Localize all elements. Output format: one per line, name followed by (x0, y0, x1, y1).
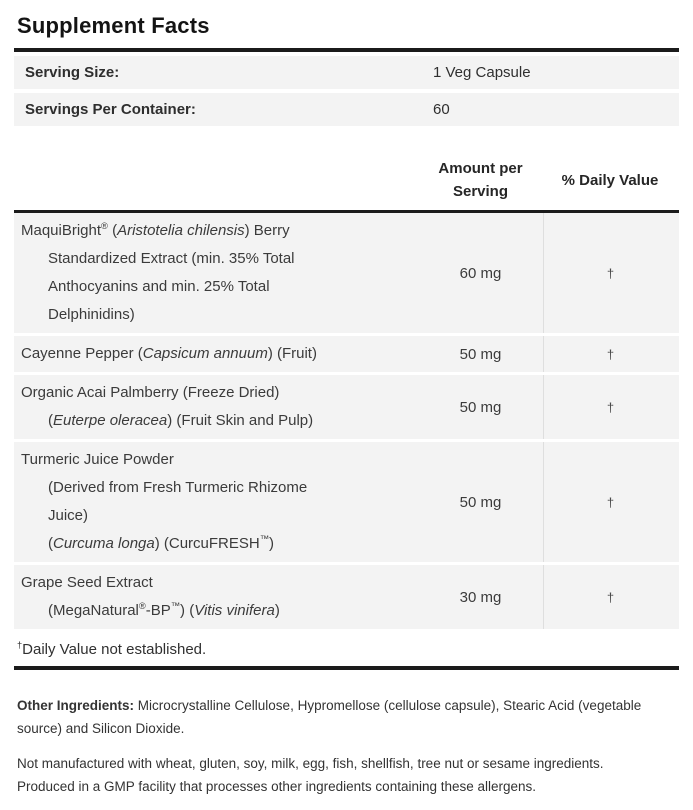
amount-per-serving-value: 50 mg (459, 398, 502, 416)
amount-per-serving-value: 50 mg (459, 493, 502, 511)
daily-value-cell: † (543, 565, 677, 629)
daily-value-cell: † (543, 375, 677, 439)
daily-value-cell: † (543, 442, 677, 562)
footnote: †Daily Value not established. (17, 640, 207, 658)
column-header-daily-value: % Daily Value (561, 171, 659, 189)
amount-per-serving-value: 50 mg (459, 345, 502, 363)
ingredient-name: Organic Acai Palmberry (Freeze Dried) (Euterpe oleracea) (Fruit Skin and Pulp) (21, 384, 314, 429)
serving-info-section (14, 56, 679, 126)
daily-value-cell: † (543, 213, 677, 333)
table-row (14, 336, 679, 372)
column-header-row (14, 157, 679, 203)
page-title: Supplement Facts (17, 13, 210, 38)
other-ingredients: Other Ingredients: Microcrystalline Cellulose, Hypromellose (cellulose capsule), Stearic Acid (vegetable source) and Silicon Dioxide. (17, 698, 642, 736)
table-row (14, 375, 679, 439)
servings-per-container-value: 60 (433, 101, 450, 118)
servings-per-container-label: Servings Per Container: (25, 101, 196, 118)
ingredient-rows (14, 213, 679, 629)
table-row (14, 565, 679, 629)
allergen-statement: Not manufactured with wheat, gluten, soy, milk, egg, fish, shellfish, tree nut or sesame ingredients. Produced in a GMP facility that processes other ingredients containing these allergens. (17, 756, 604, 794)
serving-size-row (14, 56, 679, 89)
amount-per-serving-value: 30 mg (459, 588, 502, 606)
ingredient-name: Cayenne Pepper (Capsicum annuum) (Fruit) (21, 345, 317, 362)
ingredient-name: Grape Seed Extract (MegaNatural®-BP™) (Vitis vinifera) (21, 574, 280, 619)
servings-per-container-row (14, 93, 679, 126)
column-header-amount: Amount per Serving (438, 160, 523, 200)
table-row (14, 442, 679, 562)
ingredient-name: MaquiBright® (Aristotelia chilensis) Berry Standardized Extract (min. 35% Total Anthocyanins and min. 25% Total Delphinidins) (21, 221, 295, 323)
table-row (14, 213, 679, 333)
amount-per-serving-value: 60 mg (459, 264, 502, 282)
daily-value-cell: † (543, 336, 677, 372)
bottom-rule-divider (14, 666, 679, 670)
ingredient-name: Turmeric Juice Powder (Derived from Fresh Turmeric Rhizome Juice) (Curcuma longa) (CurcuFRESH™) (21, 451, 308, 552)
serving-size-label: Serving Size: (25, 64, 120, 81)
top-rule-divider (14, 48, 679, 52)
serving-size-value: 1 Veg Capsule (433, 64, 531, 81)
